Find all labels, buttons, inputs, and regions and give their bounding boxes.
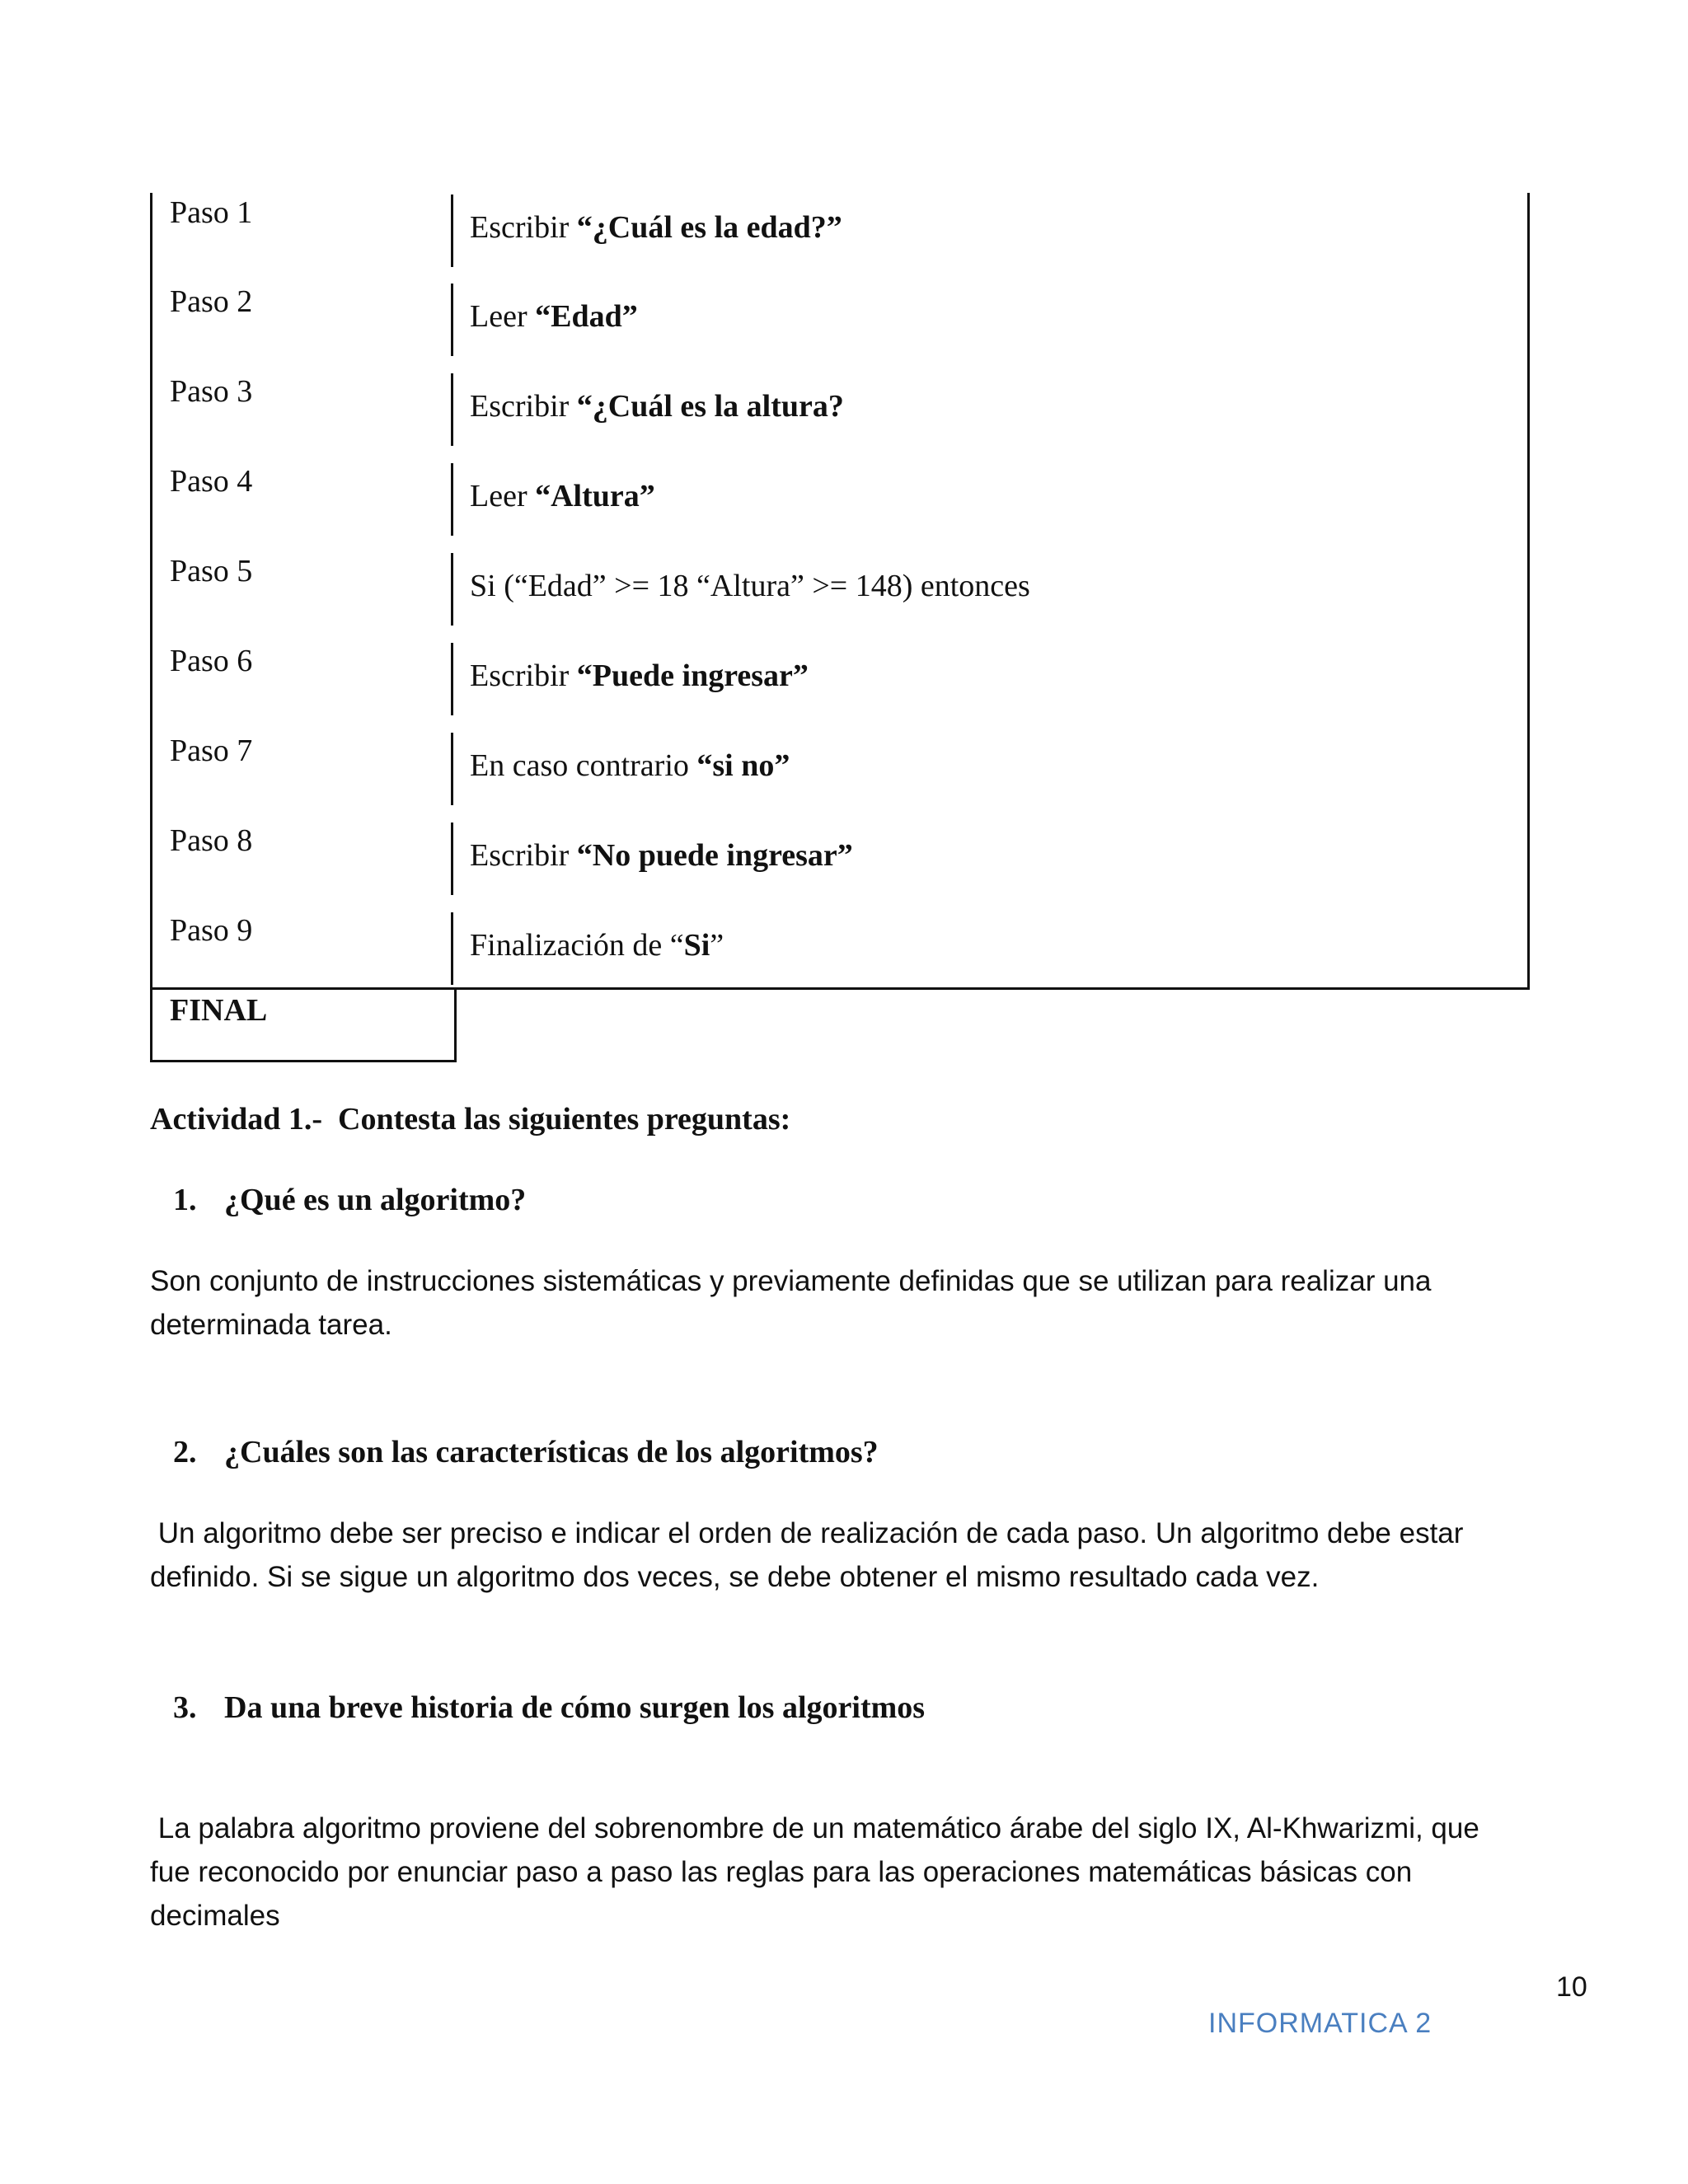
question-text: Da una breve historia de cómo surgen los algoritmos [224,1690,926,1725]
table-right-border [1527,193,1530,989]
activity-title: Actividad 1.- Contesta las siguientes preguntas: [150,1102,791,1137]
row-divider [451,553,453,626]
step-label: Paso 3 [170,374,253,409]
row-divider [451,194,453,267]
step-instruction: Finalización de “Si” [470,928,724,963]
step-label: Paso 4 [170,464,253,499]
question-number: 1. [173,1183,197,1217]
row-divider [451,373,453,446]
step-instruction: Leer “Edad” [470,299,638,334]
row-divider [451,463,453,536]
step-instruction: Escribir “No puede ingresar” [470,838,853,873]
row-divider [451,643,453,715]
question-2 [173,1434,879,1470]
step-instruction: En caso contrario “si no” [470,748,790,783]
step-instruction: Si (“Edad” >= 18 “Altura” >= 148) entonces [470,569,1030,603]
step-label: Paso 8 [170,823,253,858]
question-text: ¿Cuáles son las características de los algoritmos? [224,1435,879,1469]
question-text: ¿Qué es un algoritmo? [224,1183,527,1217]
step-instruction: Escribir “Puede ingresar” [470,658,809,693]
answer-3: La palabra algoritmo proviene del sobrenombre de un matemático árabe del siglo IX, Al-Khwarizmi, que fue reconocido por enunciar paso a paso las reglas para las operaciones matemáticas básicas con decimales [150,1812,1479,1932]
question-1 [173,1182,526,1218]
final-label: FINAL [170,993,268,1028]
row-divider [451,284,453,356]
page-number: 10 [1556,1971,1587,2003]
step-label: Paso 7 [170,733,253,768]
question-3 [173,1690,925,1726]
step-label: Paso 1 [170,195,253,230]
step-instruction: Escribir “¿Cuál es la edad?” [470,210,842,245]
footer-label: INFORMATICA 2 [1208,2008,1432,2039]
step-instruction: Leer “Altura” [470,479,655,513]
algorithm-table [150,193,1530,1060]
row-divider [451,733,453,805]
step-instruction: Escribir “¿Cuál es la altura? [470,389,844,424]
question-number: 3. [173,1690,197,1725]
table-left-border [150,193,152,1060]
question-number: 2. [173,1435,197,1469]
row-divider [451,823,453,895]
step-label: Paso 2 [170,284,253,319]
step-label: Paso 6 [170,644,253,678]
answer-1: Son conjunto de instrucciones sistemáticas y previamente definidas que se utilizan para realizar una determinada tarea. [150,1265,1432,1341]
row-divider [451,912,453,985]
table-bottom-border [451,987,1530,990]
answer-2: Un algoritmo debe ser preciso e indicar el orden de realización de cada paso. Un algoritmo debe estar definido. Si se sigue un algoritmo dos veces, se debe obtener el mismo resultado cada vez. [150,1517,1464,1593]
step-label: Paso 5 [170,554,253,588]
step-label: Paso 9 [170,913,253,948]
